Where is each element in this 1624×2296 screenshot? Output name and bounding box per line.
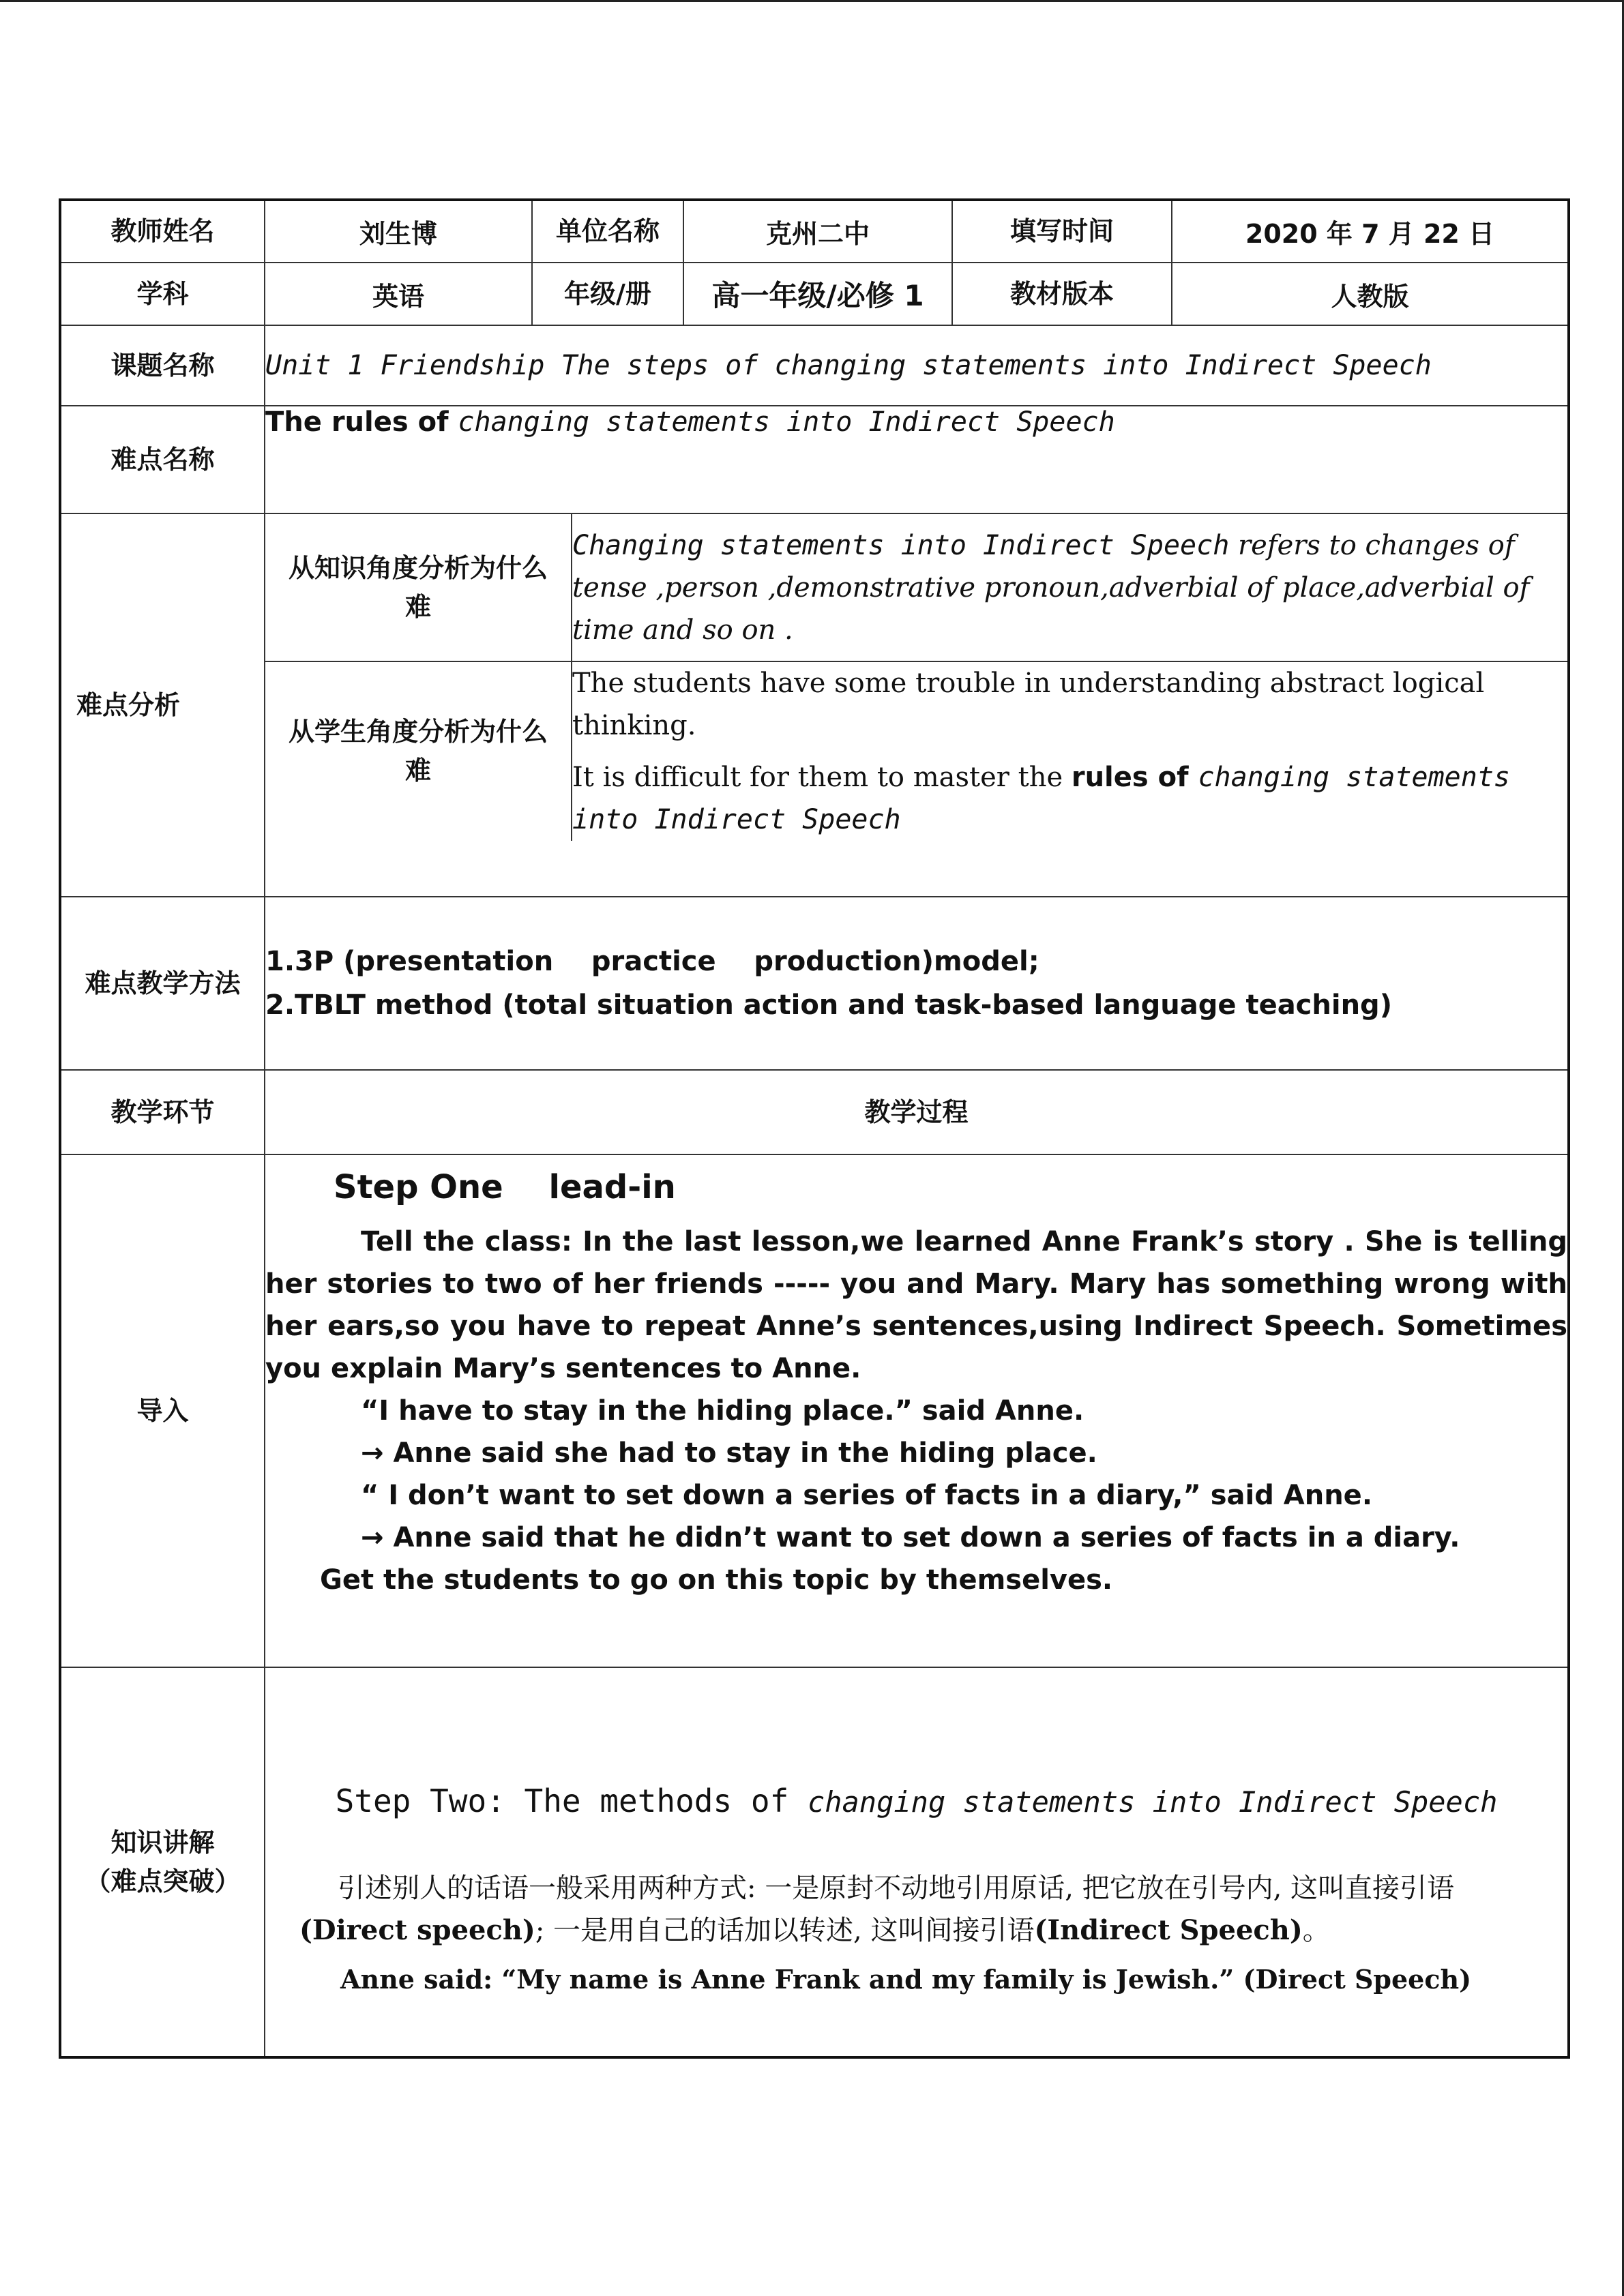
header-row-2	[60, 263, 1569, 325]
difficulty-value	[265, 406, 1569, 513]
subject-value: 英语	[265, 263, 532, 325]
leadin-line-3: “ I don’t want to set down a series of facts in a diary,” said Anne.	[361, 1480, 1373, 1511]
knowledge-cn-b: (Direct speech)	[299, 1914, 535, 1946]
knowledge-analysis-lead: Changing statements into Indirect Speech	[572, 529, 1230, 561]
header-row-1	[60, 200, 1569, 263]
analysis-content	[265, 513, 1569, 897]
process-label: 教学过程	[265, 1070, 1569, 1154]
topic-label: 课题名称	[60, 325, 265, 406]
topic-value: Unit 1 Friendship The steps of changing statements into Indirect Speech	[265, 325, 1569, 406]
knowledge-chinese-para	[265, 1867, 1567, 1952]
teacher-name: 刘生博	[265, 200, 532, 263]
knowledge-content	[265, 1667, 1569, 2057]
knowledge-cn-a: 引述别人的话语一般采用两种方式: 一是原封不动地引用原话, 把它放在引号内, 这叫直接引语	[338, 1873, 1455, 1904]
analysis-label: 难点分析	[60, 513, 265, 897]
student-analysis-text	[572, 661, 1567, 841]
difficulty-prefix: The rules of	[265, 406, 458, 438]
knowledge-cn-e: 。	[1302, 1915, 1330, 1946]
leadin-label: 导入	[60, 1154, 265, 1667]
leadin-paragraph: Tell the class: In the last lesson,we learned Anne Frank’s story . She is telling her stories to two of her friends ----- you and Mary. Mary has something wrong with her ears,so you have to repeat Anne’s sentences,using Indirect Speech. Sometimes you explain Mary’s sentences to Anne.	[265, 1226, 1567, 1384]
methods-text	[265, 897, 1569, 1070]
leadin-closing: Get the students to go on this topic by themselves.	[320, 1564, 1113, 1596]
knowledge-analysis-text	[572, 514, 1567, 661]
difficulty-row	[60, 406, 1569, 513]
knowledge-example: Anne said: “My name is Anne Frank and my family is Jewish.” (Direct Speech)	[340, 1964, 1472, 1995]
knowledge-label	[60, 1667, 265, 2057]
difficulty-label: 难点名称	[60, 406, 265, 513]
student-p2-b: rules of	[1071, 762, 1198, 793]
date-label: 填写时间	[952, 200, 1172, 263]
analysis-row	[60, 513, 1569, 897]
leadin-content	[265, 1154, 1569, 1667]
methods-label: 难点教学方法	[60, 897, 265, 1070]
date-value: 2020 年 7 月 22 日	[1172, 200, 1569, 263]
analysis-inner-table	[265, 514, 1567, 841]
student-analysis-label: 从学生角度分析为什么难	[265, 661, 572, 841]
process-header-row	[60, 1070, 1569, 1154]
knowledge-label-2: （难点突破）	[85, 1866, 241, 1896]
stage-label: 教学环节	[60, 1070, 265, 1154]
unit-name: 克州二中	[683, 200, 952, 263]
difficulty-italic: changing statements into Indirect Speech	[458, 406, 1115, 438]
knowledge-step-a: Step Two: The methods of	[335, 1783, 808, 1819]
student-p2-a: It is difficult for them to master the	[572, 762, 1072, 793]
methods-line-2: 2.TBLT method (total situation action and task-based language teaching)	[265, 989, 1392, 1021]
edition-label: 教材版本	[952, 263, 1172, 325]
student-p2-c: changing statements into Indirect Speech	[572, 762, 1510, 835]
edition-value: 人教版	[1172, 263, 1569, 325]
knowledge-label-1: 知识讲解	[110, 1827, 215, 1858]
knowledge-analysis-row	[265, 514, 1567, 661]
leadin-line-4: → Anne said that he didn’t want to set down a series of facts in a diary.	[361, 1522, 1460, 1553]
knowledge-analysis-rest: refers to changes of tense ,person ,demonstrative pronoun,adverbial of place,adverbial of time and so on .	[572, 529, 1530, 646]
unit-label: 单位名称	[532, 200, 683, 263]
grade-label: 年级/册	[532, 263, 683, 325]
knowledge-analysis-label: 从知识角度分析为什么难	[265, 514, 572, 661]
student-analysis-row	[265, 661, 1567, 841]
leadin-line-1: “I have to stay in the hiding place.” said Anne.	[361, 1395, 1084, 1427]
subject-label: 学科	[60, 263, 265, 325]
student-analysis-p2	[572, 756, 1567, 841]
knowledge-cn-d: (Indirect Speech)	[1034, 1914, 1303, 1946]
knowledge-step-title	[265, 1783, 1567, 1819]
knowledge-cn-c: ; 一是用自己的话加以转述, 这叫间接引语	[535, 1915, 1035, 1946]
student-analysis-p1: The students have some trouble in understanding abstract logical thinking.	[572, 668, 1485, 741]
grade-value: 高一年级/必修 1	[683, 263, 952, 325]
methods-row	[60, 897, 1569, 1070]
leadin-line-2: → Anne said she had to stay in the hiding place.	[361, 1437, 1097, 1469]
knowledge-row	[60, 1667, 1569, 2057]
leadin-row	[60, 1154, 1569, 1667]
teacher-label: 教师姓名	[60, 200, 265, 263]
topic-row	[60, 325, 1569, 406]
knowledge-step-b: changing statements into Indirect Speech	[807, 1785, 1498, 1819]
leadin-step-title: Step One lead-in	[334, 1168, 676, 1206]
methods-line-1: 1.3P (presentation practice production)model;	[265, 946, 1039, 977]
lesson-plan-table	[59, 198, 1570, 2059]
